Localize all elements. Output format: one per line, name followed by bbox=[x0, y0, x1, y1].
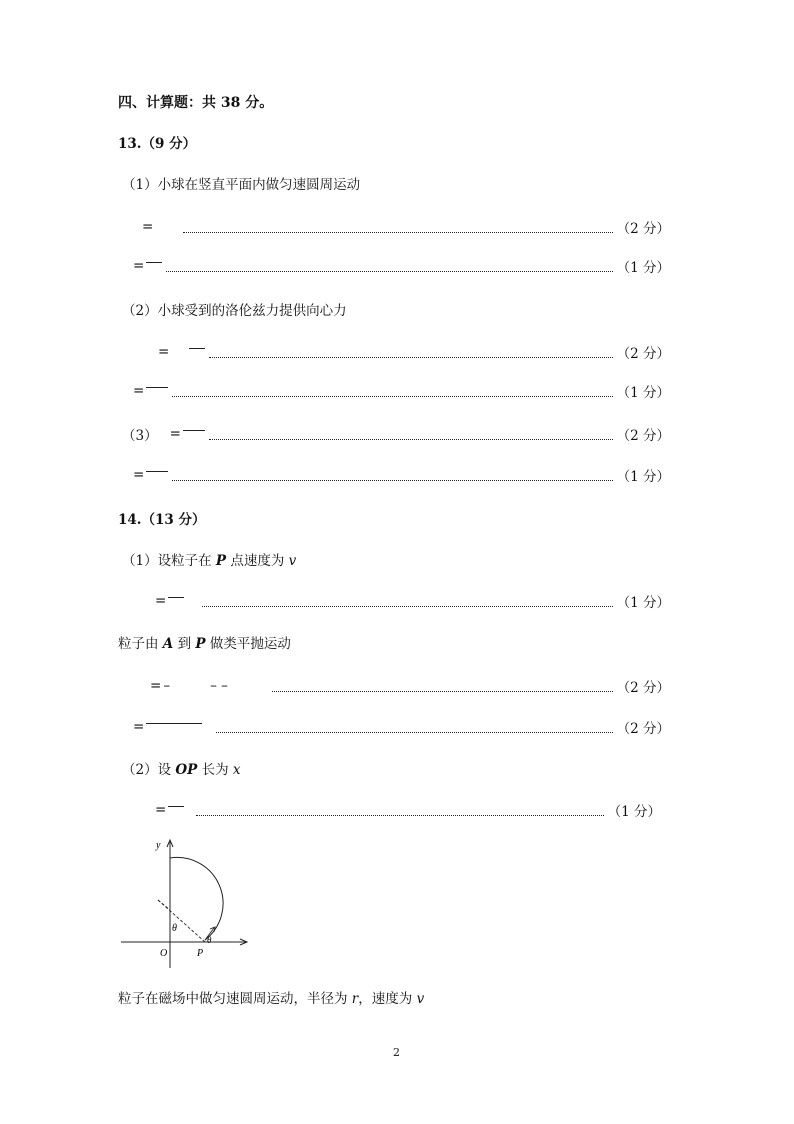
fraction-bar bbox=[146, 471, 168, 472]
text: ，速度为 bbox=[358, 991, 417, 1007]
magnetic-field-diagram bbox=[118, 836, 250, 972]
theta-label-center: θ bbox=[172, 923, 177, 934]
var-P: P bbox=[215, 553, 227, 569]
score-label: （1 分） bbox=[616, 385, 670, 401]
section-title: 四、计算题：共 38 分。 bbox=[118, 95, 274, 111]
q13-eq-line-1 bbox=[142, 218, 670, 236]
y-label: y bbox=[156, 840, 161, 851]
score-label: （1 分） bbox=[616, 469, 670, 485]
dotted-leader bbox=[166, 271, 612, 272]
q13-eq-line-4 bbox=[133, 382, 670, 400]
text: 粒子在磁场中做匀速圆周运动，半径为 bbox=[118, 991, 352, 1007]
text: （1）设粒子在 bbox=[122, 553, 216, 569]
q13-eq-line-5 bbox=[122, 425, 670, 443]
score-label: （1 分） bbox=[616, 595, 670, 611]
theta-label-p: θ bbox=[207, 935, 212, 945]
var-x: x bbox=[232, 762, 241, 778]
score-label: （2 分） bbox=[616, 221, 670, 237]
dotted-leader bbox=[216, 732, 612, 733]
question-13-title: 13.（9 分） bbox=[118, 136, 197, 152]
fraction-bar bbox=[146, 262, 162, 263]
fraction-bar bbox=[183, 430, 205, 431]
text: 长为 bbox=[197, 762, 233, 778]
score-label: （2 分） bbox=[616, 346, 670, 362]
var-A: A bbox=[162, 636, 174, 652]
question-14-title: 14.（13 分） bbox=[118, 512, 206, 528]
q14-magnetic-text bbox=[118, 990, 424, 1008]
minus-sign: – bbox=[163, 678, 171, 694]
equals-sign: = bbox=[133, 258, 145, 274]
radius-extension bbox=[158, 900, 170, 910]
var-v: v bbox=[288, 553, 297, 569]
q13-part2-text: （2）小球受到的洛伦兹力提供向心力 bbox=[122, 303, 347, 319]
minus-pair: – – bbox=[210, 678, 228, 694]
score-label: （1 分） bbox=[616, 260, 670, 276]
dotted-leader bbox=[202, 606, 612, 607]
dotted-leader bbox=[209, 439, 613, 440]
var-P: P bbox=[195, 636, 206, 652]
origin-label: O bbox=[160, 948, 168, 959]
page-number: 2 bbox=[393, 1046, 400, 1059]
q13-eq-line-2 bbox=[133, 257, 670, 275]
fraction-bar bbox=[146, 387, 168, 388]
q13-part1-text: （1）小球在竖直平面内做匀速圆周运动 bbox=[122, 177, 361, 193]
q14-part2-text bbox=[122, 761, 241, 779]
fraction-bar bbox=[146, 723, 202, 724]
text: 做类平抛运动 bbox=[205, 636, 291, 652]
fraction-bar bbox=[168, 597, 184, 598]
equals-sign: = bbox=[158, 344, 170, 360]
q14-motion-text bbox=[118, 635, 291, 653]
equals-sign: = bbox=[133, 383, 145, 399]
text: 粒子由 bbox=[118, 636, 163, 652]
score-label: （2 分） bbox=[616, 428, 670, 444]
q13-eq-line-6 bbox=[133, 466, 670, 484]
score-label: （2 分） bbox=[616, 721, 670, 737]
fraction-bar bbox=[189, 348, 205, 349]
part3-label: （3） bbox=[122, 428, 158, 444]
equals-sign: = bbox=[155, 593, 167, 609]
radius-line bbox=[158, 900, 205, 942]
q14-eq-line-4 bbox=[155, 801, 661, 819]
equals-sign: = bbox=[169, 426, 181, 442]
equals-sign: = bbox=[150, 678, 162, 694]
text: 点速度为 bbox=[226, 553, 289, 569]
q14-eq-line-2 bbox=[150, 677, 670, 695]
q14-eq-line-1 bbox=[155, 592, 670, 610]
p-label: P bbox=[197, 948, 204, 959]
dotted-leader bbox=[183, 232, 612, 233]
text: 到 bbox=[173, 636, 196, 652]
dotted-leader bbox=[172, 480, 612, 481]
dotted-leader bbox=[209, 357, 612, 358]
q14-eq-line-3 bbox=[133, 718, 670, 736]
equals-sign: = bbox=[133, 719, 145, 735]
score-label: （2 分） bbox=[616, 680, 670, 696]
q13-eq-line-3 bbox=[158, 343, 670, 361]
var-OP: OP bbox=[175, 762, 198, 778]
dotted-leader bbox=[196, 815, 603, 816]
var-r: r bbox=[351, 991, 359, 1007]
dotted-leader bbox=[272, 691, 613, 692]
var-v: v bbox=[416, 991, 425, 1007]
fraction-bar bbox=[168, 806, 184, 807]
equals-sign: = bbox=[133, 467, 145, 483]
text: （2）设 bbox=[122, 762, 176, 778]
dotted-leader bbox=[172, 396, 612, 397]
q14-part1-text bbox=[122, 552, 296, 570]
score-label: （1 分） bbox=[607, 804, 661, 820]
equals-sign: = bbox=[142, 219, 154, 235]
equals-sign: = bbox=[155, 802, 167, 818]
